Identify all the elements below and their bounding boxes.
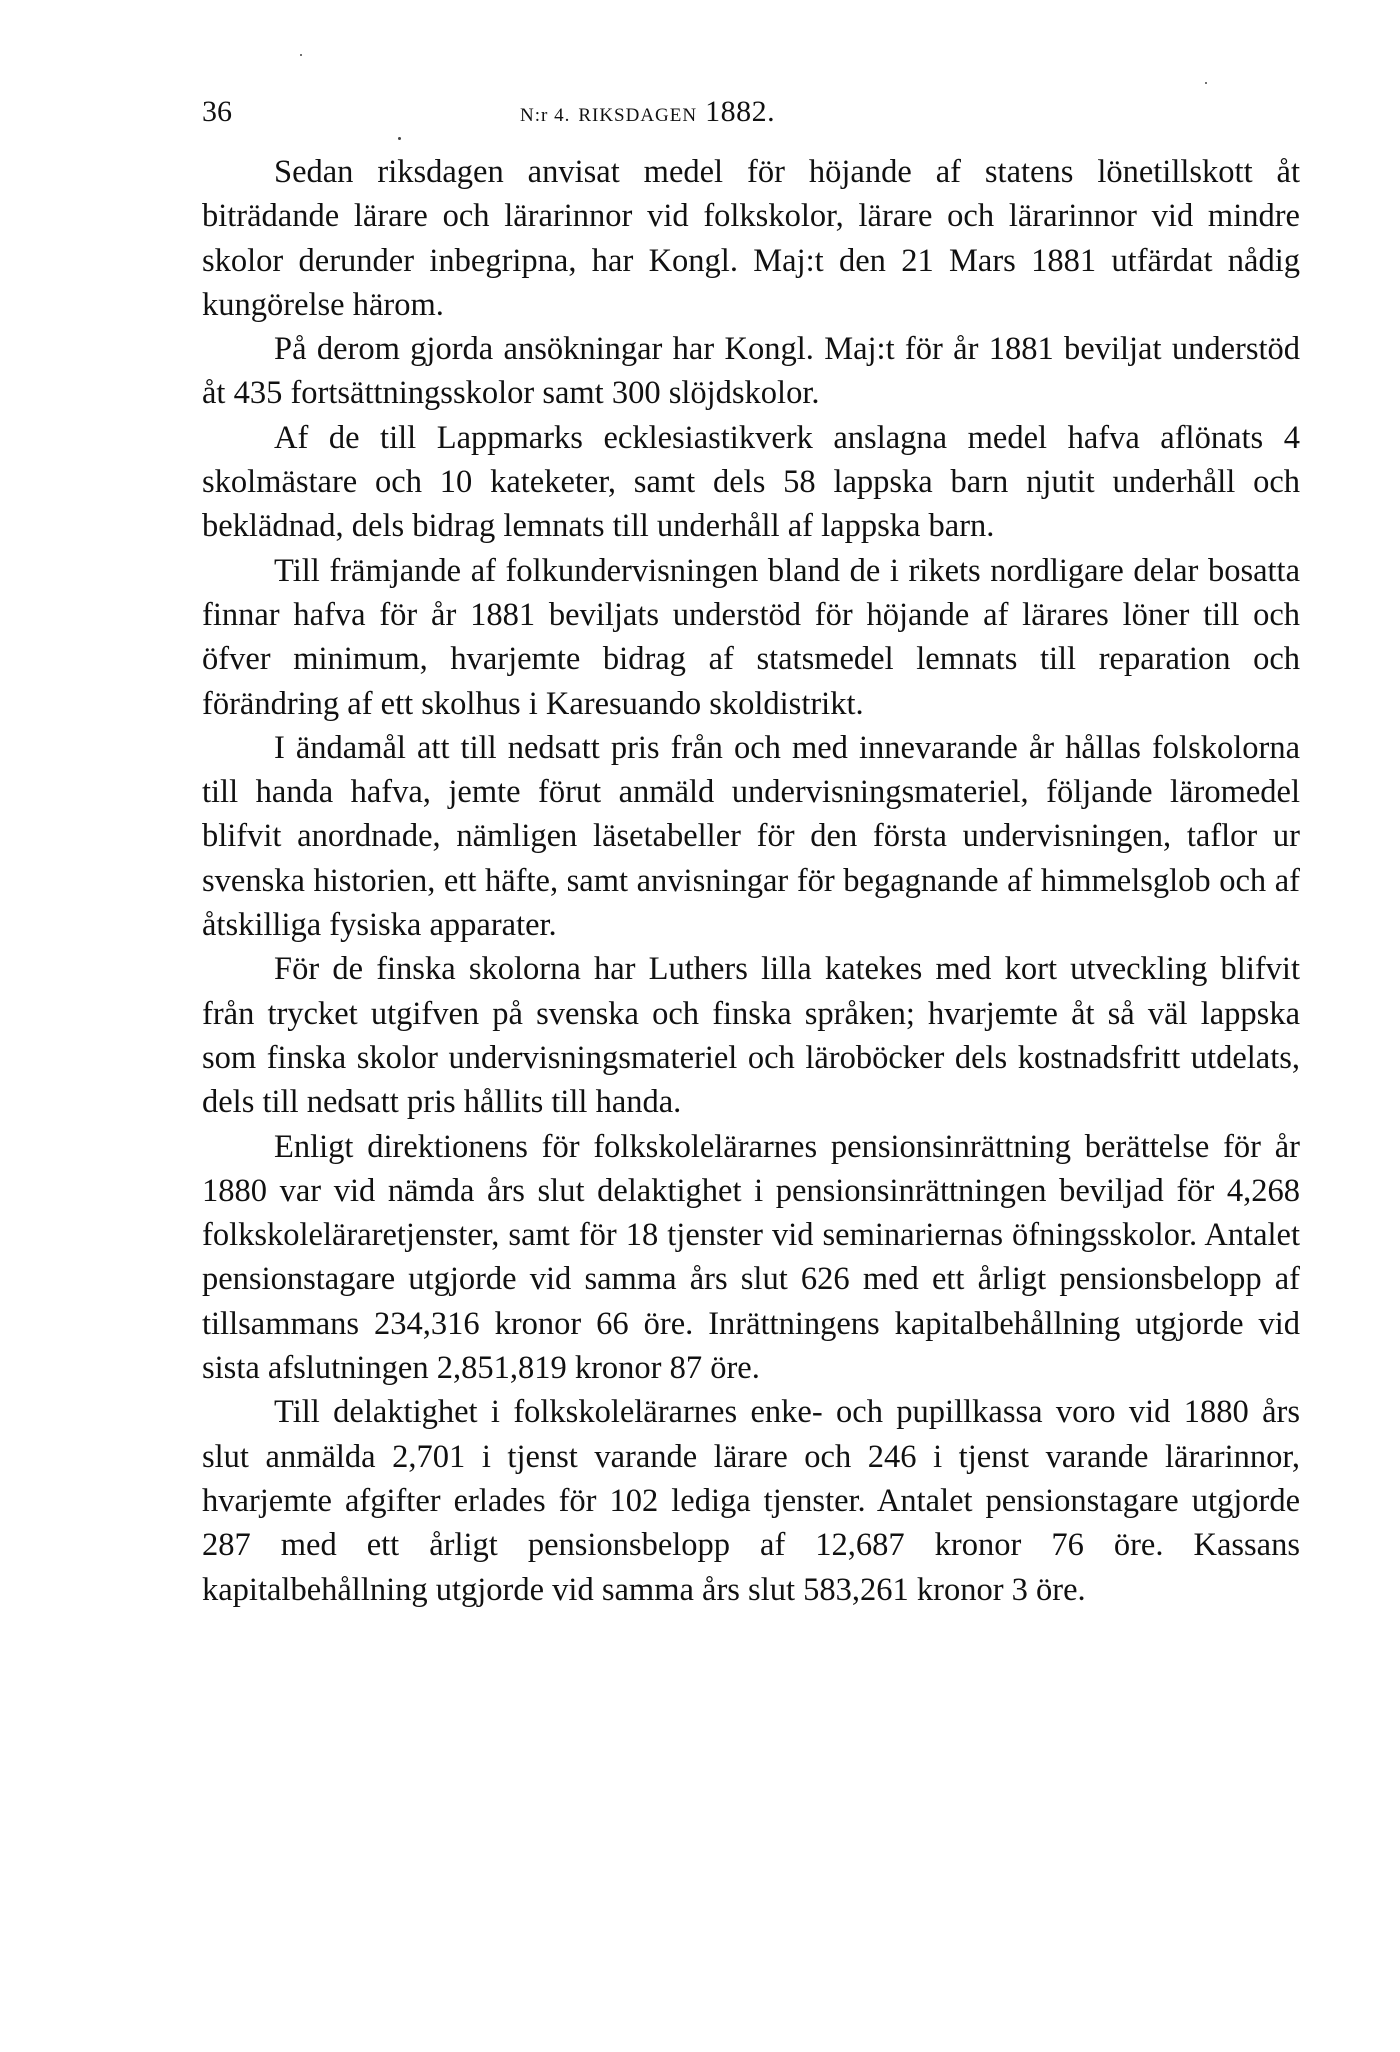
paragraph-7: Enligt direktionens för folkskolelärarnes pensionsinrättning berättelse för år 1880 var vid nämda års slut delaktighet i pensionsinrättningen beviljad för 4,268 folkskoleläraretjenster, samt för 18 tjenster vid seminariernas öfningsskolor. Antalet pensionstagare utgjorde vid samma års slut 626 med ett årligt pensionsbelopp af tillsammans 234,316 kronor 66 öre. Inrättningens kapitalbehållning utgjorde vid sista afslutningen 2,851,819 kronor 87 öre. (202, 1128, 1300, 1387)
body-text (202, 150, 1300, 1612)
print-speck (398, 137, 401, 140)
paragraph-5: I ändamål att till nedsatt pris från och med innevarande år hållas folskolorna till handa hafva, jemte förut anmäld undervisningsmateriel, följande läromedel blifvit anordnade, nämligen läsetabeller för den första undervisningen, taflor ur svenska historien, ett häfte, samt anvisningar för begagnande af himmelsglob och af åtskilliga fysiska apparater. (202, 729, 1300, 944)
paragraph-6: För de finska skolorna har Luthers lilla katekes med kort utveckling blifvit från trycket utgifven på svenska och finska språken; hvarjemte åt så väl lappska som finska skolor undervisningsmateriel och läroböcker dels kostnadsfritt utdelats, dels till nedsatt pris hållits till handa. (202, 951, 1300, 1121)
print-speck (1205, 82, 1207, 84)
paragraph-8: Till delaktighet i folkskolelärarnes enke- och pupillkassa voro vid 1880 års slut anmälda 2,701 i tjenst varande lärare och 246 i tjenst varande lärarinnor, hvarjemte afgifter erlades för 102 lediga tjenster. Antalet pensionstagare utgjorde 287 med ett årligt pensionsbelopp af 12,687 kronor 76 öre. Kassans kapitalbehållning utgjorde vid samma års slut 583,261 kronor 3 öre. (202, 1394, 1300, 1608)
publication-title: RIKSDAGEN (578, 105, 698, 126)
print-speck (300, 54, 302, 56)
paragraph-2: På derom gjorda ansökningar har Kongl. Maj:t för år 1881 beviljat understöd åt 435 fortsättningsskolor samt 300 slöjdskolor. (202, 331, 1300, 412)
publication-year: 1882. (705, 95, 776, 128)
paragraph-3: Af de till Lappmarks ecklesiastikverk anslagna medel hafva aflönats 4 skolmästare och 10 kateketer, samt dels 58 lappska barn njutit underhåll och beklädnad, dels bidrag lemnats till underhåll af lappska barn. (202, 419, 1300, 545)
paragraph-4: Till främjande af folkundervisningen bland de i rikets nordligare delar bosatta finnar hafva för år 1881 beviljats understöd för höjande af lärares löner till och öfver minimum, hvarjemte bidrag af statsmedel lemnats till reparation och förändring af ett skolhus i Karesuando skoldistrikt. (202, 552, 1300, 722)
paragraph-1: Sedan riksdagen anvisat medel för höjande af statens lönetillskott åt biträdande lärare och lärarinnor vid folkskolor, lärare och lärarinnor vid mindre skolor derunder inbegripna, har Kongl. Maj:t den 21 Mars 1881 utfärdat nådig kungörelse härom. (202, 154, 1300, 323)
running-head (202, 92, 1300, 132)
running-head-title (520, 92, 775, 136)
page-number: 36 (202, 95, 232, 128)
issue-number: N:r 4. (520, 105, 571, 126)
